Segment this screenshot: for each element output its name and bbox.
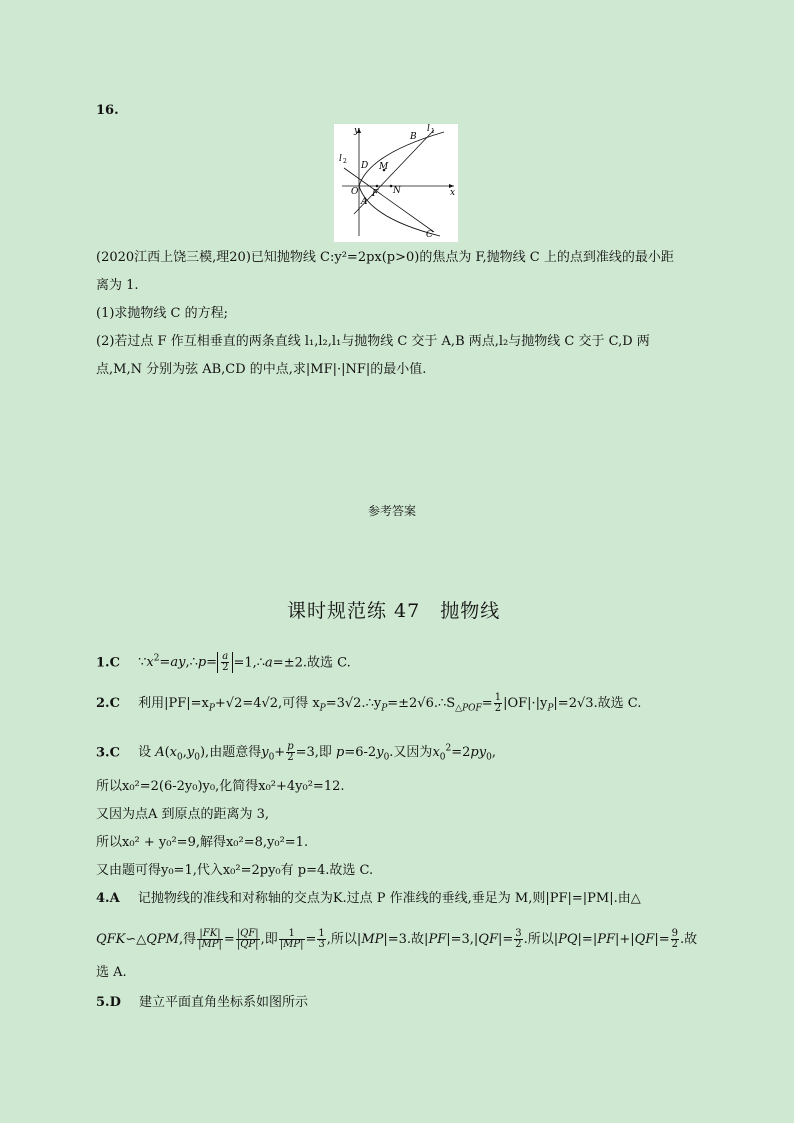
answer-3-line5: 又由题可得y₀=1,代入x₀²=2py₀有 p=4.故选 C.: [96, 863, 374, 878]
problem-source: (2020江西上饶三模,理20): [96, 250, 251, 265]
label-l2: l: [339, 154, 342, 164]
answer-3-line2: 所以x₀²=2(6-2y₀)y₀,化简得x₀²+4y₀²=12.: [96, 779, 345, 794]
label-O: O: [351, 187, 359, 197]
answer-4-line2: QFK∽△QPM,得 $\frac{|FK|}{|MP|}$ = $\frac{|QF|}{|QP|}$ ,即 $\frac{1}{|MP|}$ = $\frac{1}{3}$ ,所以|MP|=3.故|PF|=3,|QF|= $\frac{3}{2}$ .所以|PQ|=|PF|+|QF|= $\frac{9}{2}$ .故: [96, 928, 698, 950]
answers-heading: 参考答案: [368, 504, 417, 518]
label-M: M: [379, 162, 389, 172]
label-B: B: [410, 132, 417, 142]
label-D: D: [361, 161, 369, 171]
label-l1: l: [427, 124, 430, 134]
answer-1: 1.C $\because x^2=ay,\therefore p=$ $\frac{a}{2}$ =1,∴a=±2.故选 C.: [96, 651, 351, 674]
problem-number: 16.: [96, 103, 119, 118]
problem-part2-line2: 点,M,N 分别为弦 AB,CD 的中点,求|MF|·|NF|的最小值.: [96, 362, 427, 377]
answer-5-number: 5.D: [96, 995, 121, 1010]
answer-3-line3: 又因为点A 到原点的距离为 3,: [96, 807, 270, 822]
label-A: A: [361, 197, 368, 207]
label-N: N: [393, 186, 401, 196]
answer-3-line4: 所以x₀² + y₀²=9,解得x₀²=8,y₀²=1.: [96, 835, 309, 850]
problem-statement-line1: [96, 250, 674, 266]
point-F: [376, 185, 379, 188]
section-title: 课时规范练 47 抛物线: [287, 600, 501, 622]
answer-2: 2.C 利用$|PF|=x_P+√2=4√2$,可得 $x_P=3√2.\therefore y_P=\pm 2√6.\therefore S_{\triangle POF}=$ $\frac{1}{2}$ $|OF|\cdot|y_P|=2√3$.故选 C.: [96, 692, 642, 714]
answer-3-number: 3.C: [96, 745, 120, 761]
parabola-upper: [359, 132, 444, 186]
figure-svg: [334, 124, 458, 242]
answer-2-number: 2.C: [96, 696, 120, 711]
label-C: C: [426, 230, 433, 240]
problem-text: 已知抛物线 C:y²=2px(p>0)的焦点为 F,抛物线 C 上的点到准线的最小距: [250, 250, 674, 265]
answer-5-line1: 5.D 建立平面直角坐标系如图所示: [96, 995, 309, 1010]
label-l2-sub: 2: [343, 158, 347, 165]
problem-part2-line1: (2)若过点 F 作互相垂直的两条直线 l₁,l₂,l₁与抛物线 C 交于 A,B 两点,l₂与抛物线 C 交于 C,D 两: [96, 334, 650, 349]
problem-part1: (1)求抛物线 C 的方程;: [96, 306, 229, 321]
answer-4-line1: 4.A 记抛物线的准线和对称轴的交点为K.过点 P 作准线的垂线,垂足为 M,则|PF|=|PM|.由△: [96, 891, 641, 906]
answer-3-line1: 3.C 设 $A(x_0,y_0)$,由题意得$y_0+$ $\frac{p}{2}$ =3,即 $p=6-2y_0$.又因为$x_0^2=2py_0$,: [96, 741, 496, 764]
answer-4-line3: 选 A.: [96, 965, 127, 980]
point-N: [390, 185, 393, 188]
label-l1-sub: 1: [431, 128, 435, 135]
label-F: F: [372, 189, 379, 199]
label-x: x: [450, 188, 456, 198]
label-y: y: [354, 126, 360, 136]
problem-statement-line2: 离为 1.: [96, 278, 139, 293]
parabola-figure: [334, 124, 458, 242]
answer-4-number: 4.A: [96, 891, 120, 906]
answer-1-number: 1.C: [96, 655, 120, 671]
